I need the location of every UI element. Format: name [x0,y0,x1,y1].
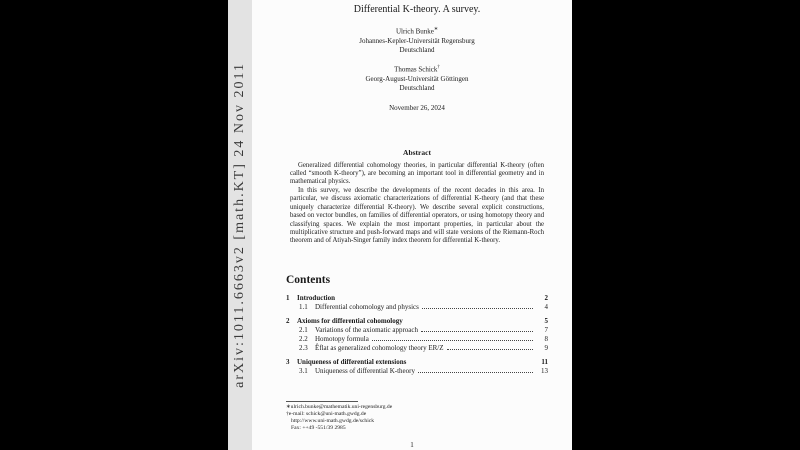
contents-heading: Contents [286,273,331,286]
toc-subsection-number: 3.1 [299,366,308,375]
toc-subsection-title: Êflat as generalized cohomology theory ER/Z [315,343,444,352]
author-country: Deutschland [399,46,435,55]
author-footnote-mark: ∗ [433,27,439,32]
toc-subsection-number: 2.1 [299,325,308,334]
footnote-fax: Fax: ++49 -551/39 2985 [291,425,346,431]
toc-leader-dots [372,340,533,341]
paper-date: November 26, 2024 [389,103,445,112]
abstract-paragraph: Generalized differential cohomology theories, in particular differential K-theory (often called “smooth K-theory”), are becoming an important tool in differential geometry and in mathematical physics. [290,161,544,186]
toc-subsection-2-3 [286,344,548,353]
author-name-line [286,63,548,75]
toc-subsection-page: 4 [544,302,548,311]
toc-section-title: Uniqueness of differential extensions [297,357,407,366]
toc-subsection-page: 13 [541,366,548,375]
toc-section-page: 5 [544,316,548,325]
arxiv-stamp-text: arXiv:1011.6663v2 [math.KT] 24 Nov 2011 [232,62,247,388]
toc-subsection-1-1 [286,303,548,312]
author-name: Ulrich Bunke [395,27,434,36]
toc-subsection-title: Uniqueness of differential K-theory [315,366,415,375]
author-name-line [286,25,548,37]
paper-title: Differential K-theory. A survey. [353,4,481,15]
page-number: 1 [410,441,414,449]
toc-leader-dots [421,331,533,332]
toc-subsection-2-1 [286,326,548,335]
toc-section-page: 11 [541,357,548,366]
toc-section-2 [286,317,548,326]
toc-section-title: Introduction [297,293,335,302]
toc-subsection-number: 2.2 [299,334,308,343]
author-block-2 [286,63,548,94]
abstract-paragraph: In this survey, we describe the developments of the recent decades in this area. In particular, we discuss axiomatic characterizations of differential K-theory (and that these uniquely characterize differential K-theory). We describe several explicit constructions, based on vector bundles, on families of differential operators, or using homotopy theory and classifying spaces. We explain the most important properties, in particular about the multiplicative structure and push-forward maps and will state versions of the Riemann-Roch theorem and of Atiyah-Singer family index theorem for differential K-theory. [290,186,544,245]
footnote-block [286,401,548,432]
paper-page [228,0,572,450]
toc-subsection-number: 2.3 [299,343,308,352]
footnote-rule [286,401,358,402]
toc-section-1 [286,294,548,303]
toc-section-title: Axioms for differential cohomology [297,316,403,325]
author-country: Deutschland [399,84,435,93]
toc-section-number: 2 [286,316,290,325]
toc-subsection-3-1 [286,367,548,376]
footnote-email-schick: †e-mail: schick@uni-math.gwdg.de [286,411,367,417]
toc-subsection-2-2 [286,335,548,344]
toc-section-number: 3 [286,357,290,366]
toc-subsection-page: 8 [544,334,548,343]
toc-section-number: 1 [286,293,290,302]
footnote-email-bunke: ∗ulrich.bunke@mathematik.uni-regensburg.de [286,404,393,410]
paper-content [252,0,572,450]
author-affiliation: Johannes-Kepler-Universität Regensburg [359,36,475,45]
toc-subsection-page: 9 [544,343,548,352]
author-name: Thomas Schick [394,65,438,74]
toc-subsection-title: Variations of the axiomatic approach [315,325,419,334]
toc-subsection-title: Differential cohomology and physics [315,302,419,311]
toc-leader-dots [418,372,533,373]
toc-section-3 [286,358,548,367]
toc-subsection-title: Homotopy formula [315,334,369,343]
abstract-heading: Abstract [403,147,431,157]
table-of-contents [286,294,548,376]
toc-subsection-number: 1.1 [299,302,308,311]
footnote-url-schick: http://www.uni-math.gwdg.de/schick [291,418,375,424]
author-block-1 [286,25,548,56]
toc-subsection-page: 7 [544,325,548,334]
toc-leader-dots [422,308,533,309]
author-footnote-mark: † [437,64,440,70]
arxiv-stamp-strip [228,0,252,450]
toc-leader-dots [447,349,534,350]
abstract-body [290,162,544,246]
author-affiliation: Georg-August-Universität Göttingen [365,74,469,83]
toc-section-page: 2 [544,293,548,302]
